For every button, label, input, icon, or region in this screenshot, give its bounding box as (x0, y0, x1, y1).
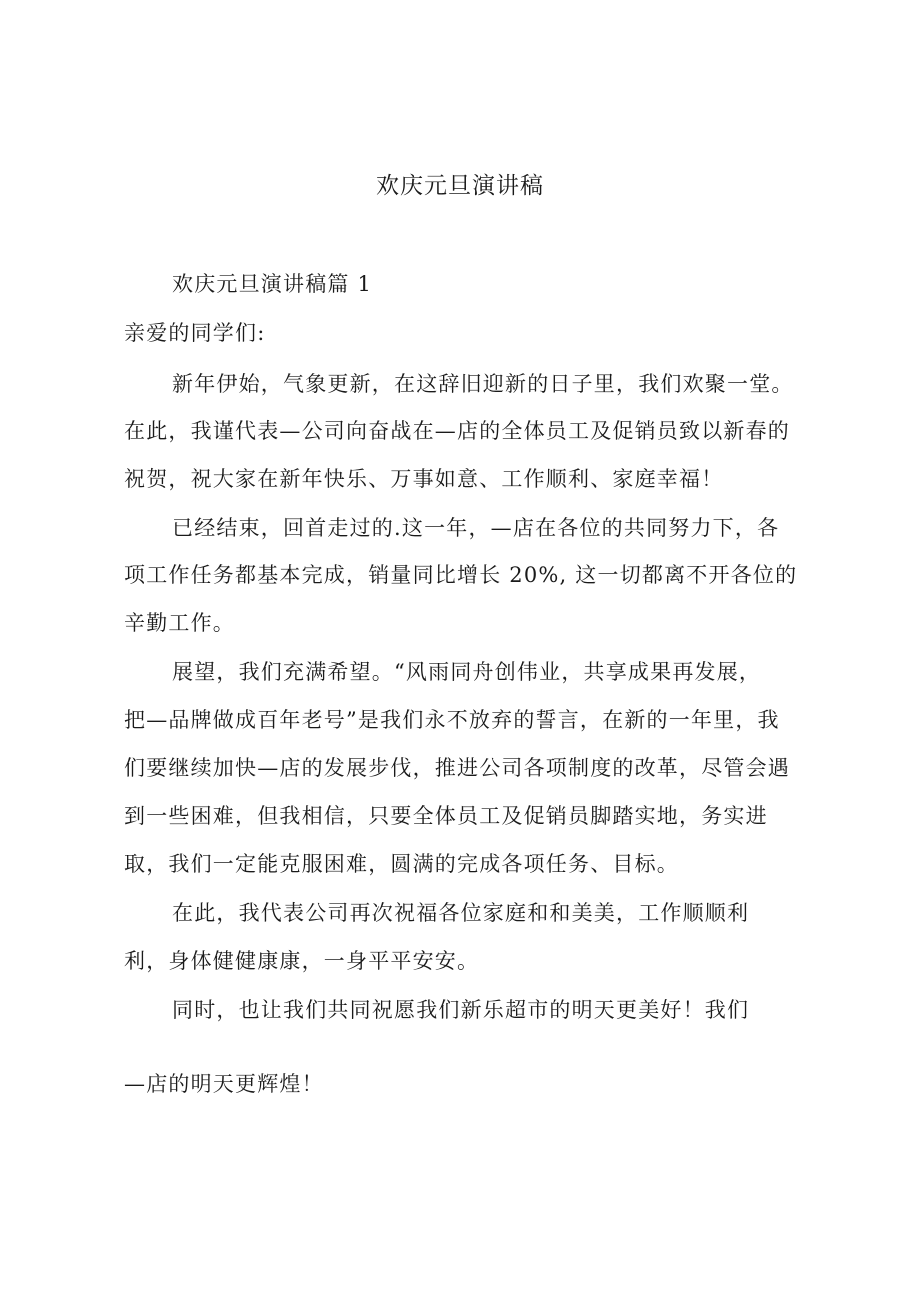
paragraph-line: 辛勤工作。 (124, 611, 235, 635)
paragraph-line: 同时，也让我们共同祝愿我们新乐超市的明天更美好！我们 (172, 998, 750, 1022)
paragraph-line: 把—品牌做成百年老号”是我们永不放弃的誓言，在新的一年里，我 (124, 708, 780, 732)
paragraph-line: 们要继续加快—店的发展步伐，推进公司各项制度的改革，尽管会遇 (124, 756, 790, 780)
paragraph-line: 到一些困难，但我相信，只要全体员工及促销员脚踏实地，务实进 (124, 804, 768, 828)
document-title: 欢庆元旦演讲稿 (376, 173, 544, 199)
paragraph-line: 项工作任务都基本完成，销量同比增长 20%, 这一切都离不开各位的 (124, 563, 798, 587)
greeting-line: 亲爱的同学们: (124, 321, 266, 345)
paragraph-line: —店的明天更辉煌！ (124, 1072, 324, 1096)
paragraph-line: 已经结束，回首走过的.这一年，—店在各位的共同努力下，各 (172, 516, 780, 540)
paragraph-line: 新年伊始，气象更新，在这辞旧迎新的日子里，我们欢聚一堂。 (172, 372, 794, 396)
paragraph-line: 在此，我谨代表—公司向奋战在—店的全体员工及促销员致以新春的 (124, 419, 790, 443)
paragraph-line: 取，我们一定能克服困难，圆满的完成各项任务、目标。 (124, 852, 679, 876)
section-heading: 欢庆元旦演讲稿篇 1 (172, 272, 373, 296)
paragraph-line: 利，身体健健康康，一身平平安安。 (124, 949, 480, 973)
paragraph-line: 展望，我们充满希望。“风雨同舟创伟业，共享成果再发展， (172, 660, 762, 684)
paragraph-line: 祝贺，祝大家在新年快乐、万事如意、工作顺利、家庭幸福！ (124, 467, 724, 491)
paragraph-line: 在此，我代表公司再次祝福各位家庭和和美美，工作顺顺利 (172, 901, 750, 925)
